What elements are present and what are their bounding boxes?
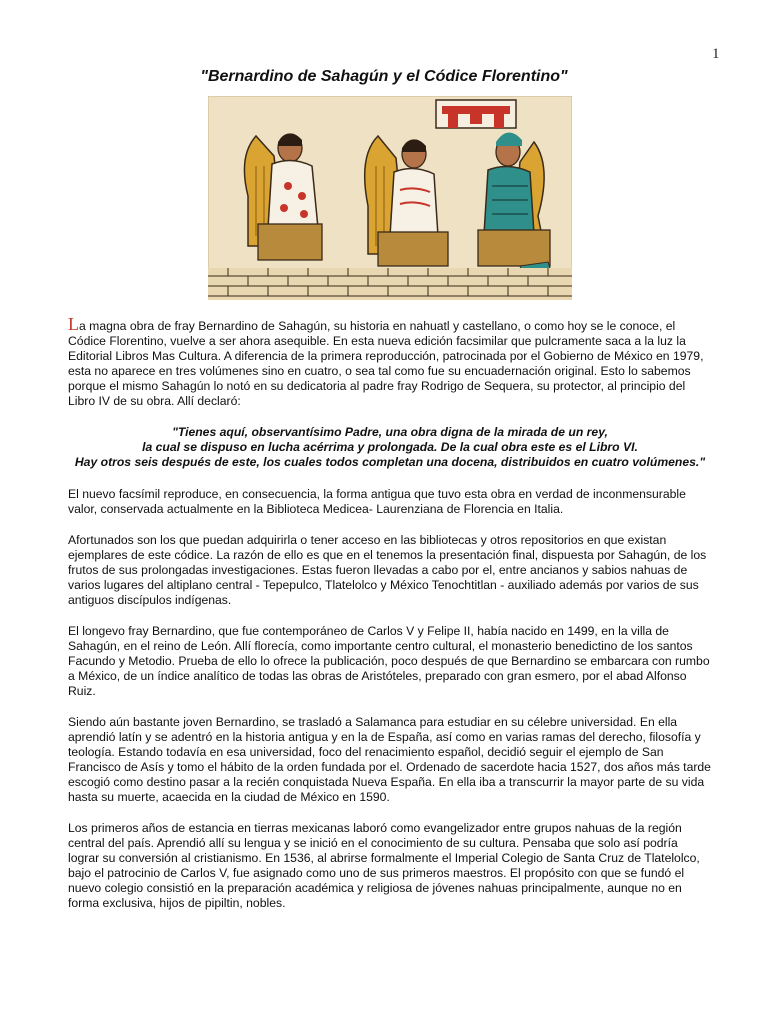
page-title: "Bernardino de Sahagún y el Códice Florentino" (200, 68, 568, 85)
stone-floor (208, 268, 572, 300)
article-body (68, 314, 712, 927)
codex-illustration (208, 96, 572, 300)
drop-cap: L (68, 314, 79, 334)
paragraph-salamanca: Siendo aún bastante joven Bernardino, se trasladó a Salamanca para estudiar en su célebre universidad. En ella aprendió latín y se adentró en la historia antigua y en la de España, así como en varias ramas del derecho, filosofía y teología. Estando todavía en esa universidad, foco del renacimiento español, decidió seguir el ejemplo de San Francisco de Asís y tomo el hábito de la orden fundada por el. Ordenado de sacerdote hacia 1527, dos años más tarde escogió como destino pasar a la recién conquistada Nueva España. En ella iba a transcurrir la mayor parte de su vida hasta su muerte, acaecida en la ciudad de México en 1590. (68, 715, 711, 804)
dedication-quote (68, 425, 712, 470)
paragraph-intro-text: a magna obra de fray Bernardino de Sahagún, su historia en nahuatl y castellano, o como hoy se le conoce, el Códice Florentino, vuelve a ser ahora asequible. En esta nueva edición facsimilar que pulcramente saca a la luz la Editorial Libros Mas Cultura. A diferencia de la primera reproducción, patrocinada por el Gobierno de México en 1979, esta no aparece en tres volúmenes sino en cuatro, o sea tal como fue su encuadernación original. Esto lo sabemos porque el mismo Sahagún lo notó en su dedicatoria al padre fray Rodrigo de Sequera, su protector, al principio del Libro IV de su obra. Allí declaró: (68, 319, 704, 408)
quote-line: Hay otros seis después de este, los cuales todos completan una docena, distribuidos en cuatro volúmenes." (74, 455, 706, 469)
paragraph-intro (68, 314, 712, 409)
paragraph-birth: El longevo fray Bernardino, que fue contemporáneo de Carlos V y Felipe II, había nacido en 1499, en la villa de Sahagún, en el reino de León. Allí florecía, como importante centro cultural, el monasterio benedictino de los santos Facundo y Metodio. Prueba de ello lo ofrece la publicación, poco después de que Bernardino se embarcara con rumbo a México, de un índice analítico de todas las obras de Aristóteles, preparado con gran esmero, por el abad Alfonso Ruiz. (68, 624, 710, 698)
quote-line: la cual se dispuso en lucha acérrima y prolongada. De la cual obra este es el Libro VI. (142, 440, 638, 454)
quote-line: "Tienes aquí, observantísimo Padre, una obra digna de la mirada de un rey, (172, 425, 608, 439)
temple-glyph (436, 100, 516, 128)
paragraph-mexico: Los primeros años de estancia en tierras mexicanas laboró como evangelizador entre grupos nahuas de la región central del país. Aprendió allí su lengua y se inició en el conocimiento de su cultura. Pensaba que solo así podría lograr su conversión al cristianismo. En 1536, al abrirse formalmente el Imperial Colegio de Santa Cruz de Tlatelolco, bajo el patrocinio de Carlos V, fue asignado como uno de sus primeros maestros. El propósito con que se fundó el nuevo colegio consistió en la preparación académica y religiosa de jóvenes nahuas principalmente, aunque no en forma exclusiva, hijos de pipiltin, nobles. (68, 821, 700, 910)
paragraph-facsimile: El nuevo facsímil reproduce, en consecuencia, la forma antigua que tuvo esta obra en verdad de inconmensurable valor, conservada actualmente en la Biblioteca Medicea- Laurenziana de Florencia en Italia. (68, 487, 686, 516)
page-number: 1 (712, 46, 720, 62)
paragraph-access: Afortunados son los que puedan adquirirla o tener acceso en las bibliotecas y otros repositorios en que existan ejemplares de este códice. La razón de ello es que en el tenemos la presentación final, dispuesta por Sahagún, de los frutos de sus prolongadas investigaciones. Estas fueron llevadas a cabo por el, entre ancianos y sabios nahuas de varios lugares del altiplano central - Tepepulco, Tlatelolco y México Tenochtitlan - auxiliado además por varios de sus antiguos discípulos indígenas. (68, 533, 707, 607)
